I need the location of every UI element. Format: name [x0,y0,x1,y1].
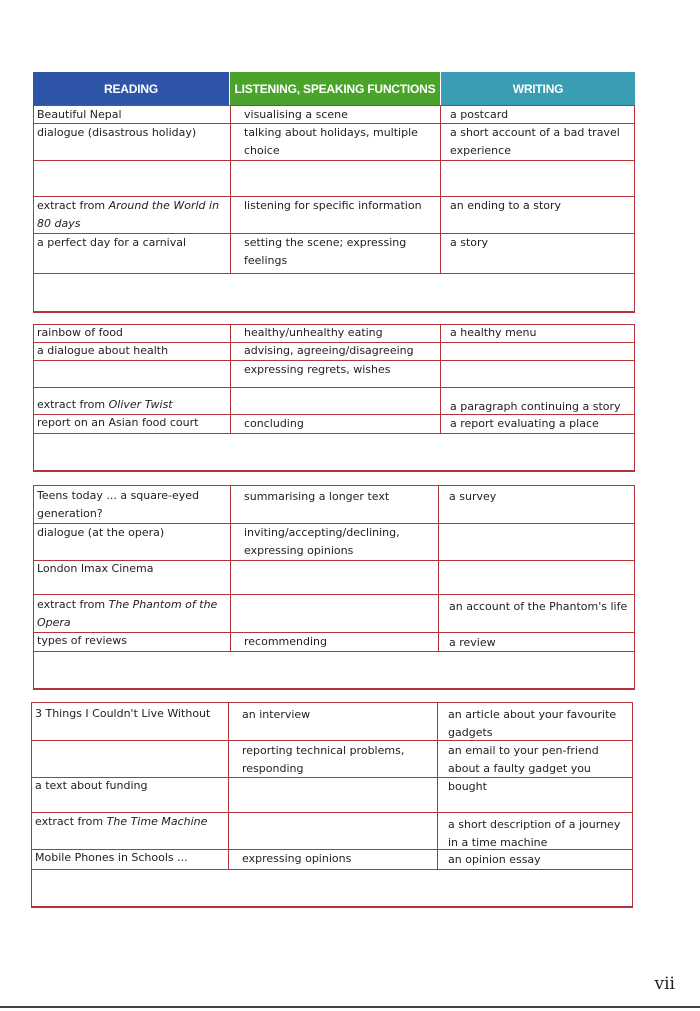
listening-cell: concluding [244,417,304,430]
listening-cell: visualising a scene [244,108,348,121]
listening-cell: setting the scene; expressing feelings [244,236,407,267]
writing-cell: an ending to a story [450,199,562,212]
column-divider [632,702,633,907]
book-title: The Time Machine [106,815,208,828]
listening-cell: an interview [242,708,311,721]
writing-cell: a review [449,636,496,649]
reading-cell [35,813,225,831]
reading-prefix: extract from [37,598,109,611]
writing-cell: an account of the Phantom's life [449,600,628,613]
writing-cell: a paragraph continuing a story [450,400,621,413]
writing-cell: a postcard [450,108,509,121]
column-divider [230,105,231,273]
row-divider [33,160,635,161]
writing-cell: a report evaluating a place [450,417,599,430]
reading-prefix: extract from [35,815,107,828]
listening-cell: recommending [244,635,327,648]
reading-cell: Mobile Phones in Schools ... [35,851,188,864]
column-divider [437,702,438,869]
listening-cell: inviting/accepting/declining, expressing opinions [244,526,400,557]
reading-cell: 3 Things I Couldn't Live Without [35,707,211,720]
block-top-border [31,702,633,703]
writing-cell: a short description of a journey in a time machine [448,818,621,849]
reading-cell: dialogue (disastrous holiday) [37,126,197,139]
reading-cell [37,396,225,414]
book-title: Around the World in 80 days [37,199,220,230]
reading-prefix: extract from [37,199,109,212]
listening-cell: talking about holidays, multiple choice [244,126,418,157]
page-number: vii [654,974,675,994]
block-bottom-border [31,906,633,908]
reading-cell: London Imax Cinema [37,562,154,575]
header-writing: WRITING [441,72,635,105]
reading-cell: Teens today ... a square-eyed generation? [37,489,200,520]
column-divider [440,324,441,433]
column-divider [33,324,34,471]
reading-cell: a perfect day for a carnival [37,236,187,249]
writing-cell: an opinion essay [448,853,541,866]
listening-cell: summarising a longer text [244,490,390,503]
column-divider [438,485,439,651]
book-title: The Phantom of the Opera [37,598,218,629]
reading-cell: rainbow of food [37,326,123,339]
book-title: Oliver Twist [108,398,173,411]
column-divider [634,485,635,689]
writing-cell: an article about your favourite gadgets [448,708,617,739]
row-divider [31,869,633,870]
listening-cell: healthy/unhealthy eating [244,326,383,339]
block-bottom-border [33,470,635,472]
writing-cell: a story [450,236,489,249]
reading-cell: Beautiful Nepal [37,108,122,121]
footer-rule [0,1006,700,1008]
reading-cell: report on an Asian food court [37,416,199,429]
reading-cell: types of reviews [37,634,128,647]
header-listening-speaking: LISTENING, SPEAKING FUNCTIONS [230,72,440,105]
block-bottom-border [33,311,635,313]
reading-cell: dialogue (at the opera) [37,526,165,539]
header-reading: READING [33,72,229,105]
reading-prefix: extract from [37,398,109,411]
column-divider [440,105,441,273]
column-divider [31,702,32,907]
column-divider [33,105,34,312]
reading-cell [37,596,225,632]
block-bottom-border [33,688,635,690]
row-divider [33,273,635,274]
column-divider [230,324,231,433]
writing-cell: a healthy menu [450,326,537,339]
reading-cell: a dialogue about health [37,344,169,357]
writing-cell: a survey [449,490,497,503]
column-divider [634,105,635,312]
row-divider [33,387,635,388]
listening-cell: expressing regrets, wishes [244,363,391,376]
listening-cell: expressing opinions [242,852,352,865]
writing-cell: a short account of a bad travel experience [450,126,620,157]
column-divider [230,485,231,651]
listening-cell: listening for specific information [244,199,422,212]
reading-cell: a text about funding [35,779,148,792]
column-divider [634,324,635,471]
listening-cell: reporting technical problems, responding [242,744,405,775]
reading-cell [37,197,225,233]
row-divider [33,433,635,434]
writing-cell: an email to your pen-friend about a faulty gadget you bought [448,744,599,793]
listening-cell: advising, agreeing/disagreeing [244,344,414,357]
column-divider [33,485,34,689]
column-divider [228,702,229,869]
